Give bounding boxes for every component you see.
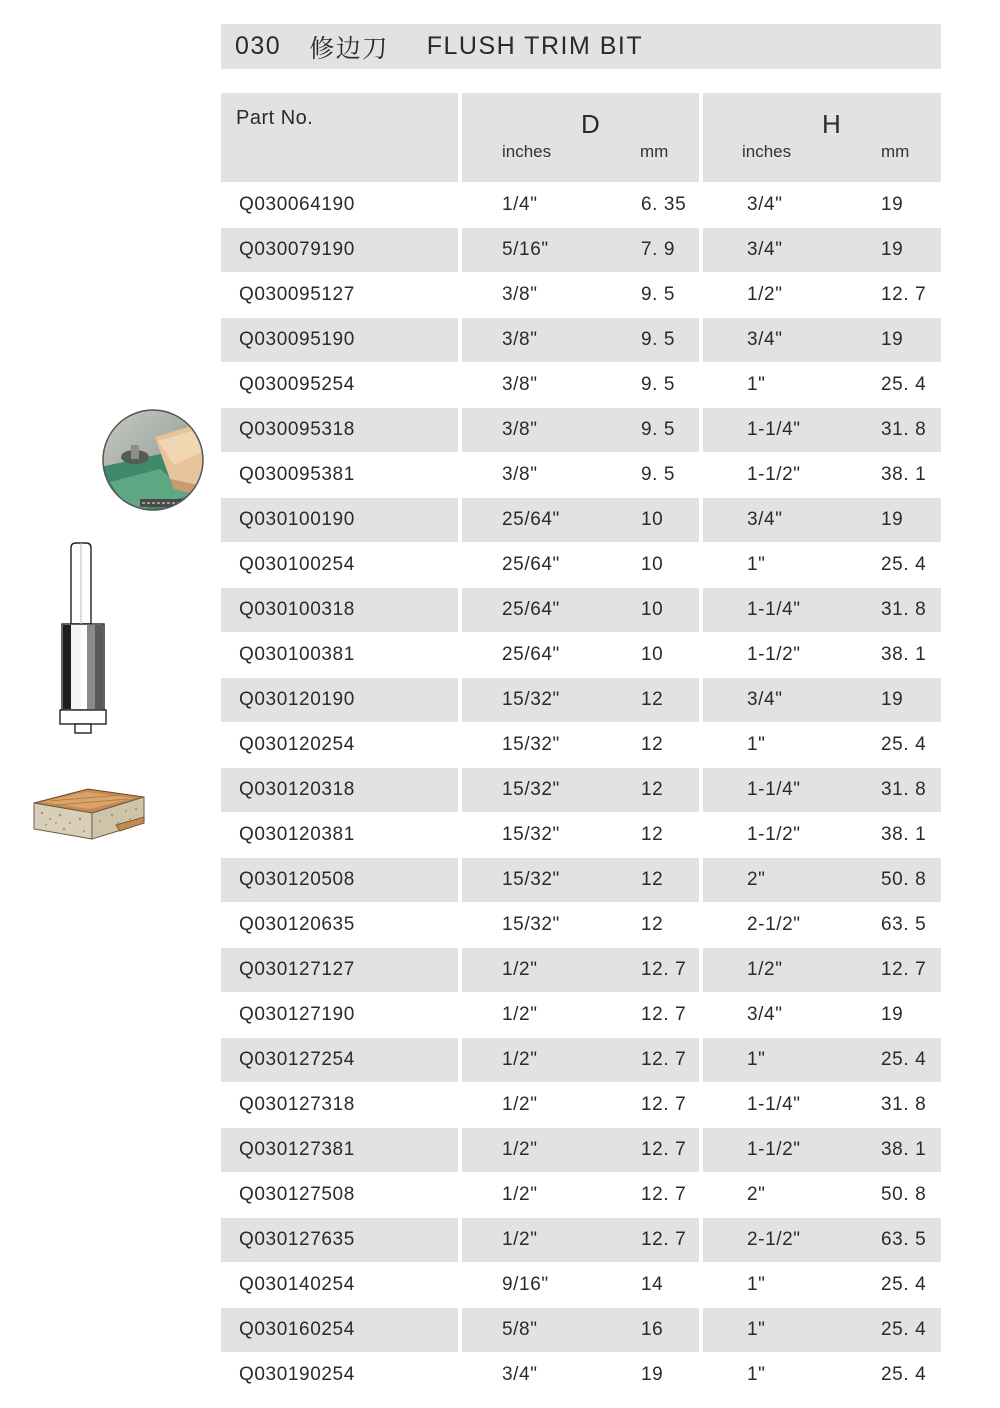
d-mm-value: 7. 9 bbox=[641, 239, 676, 260]
table-row bbox=[221, 633, 941, 677]
h-mm-value: 38. 1 bbox=[881, 644, 927, 665]
part-number: Q030190254 bbox=[239, 1364, 355, 1385]
table-row bbox=[221, 813, 941, 857]
h-mm-value: 12. 7 bbox=[881, 959, 927, 980]
table-row bbox=[221, 858, 941, 902]
d-mm-value: 6. 35 bbox=[641, 194, 687, 215]
part-no-heading: Part No. bbox=[236, 107, 314, 129]
h-inches-value: 3/4" bbox=[747, 194, 783, 215]
d-inches-heading: inches bbox=[502, 142, 552, 161]
h-inches-value: 1" bbox=[747, 374, 766, 395]
h-inches-value: 1-1/4" bbox=[747, 779, 801, 800]
h-mm-value: 31. 8 bbox=[881, 599, 927, 620]
h-mm-value: 25. 4 bbox=[881, 1274, 927, 1295]
d-inches-value: 25/64" bbox=[502, 644, 560, 665]
d-inches-value: 15/32" bbox=[502, 689, 560, 710]
h-inches-value: 2" bbox=[747, 1184, 766, 1205]
h-mm-value: 50. 8 bbox=[881, 869, 927, 890]
h-inches-value: 1-1/2" bbox=[747, 464, 801, 485]
d-cell-bg bbox=[462, 813, 699, 857]
d-cell-bg bbox=[462, 498, 699, 542]
d-inches-value: 1/2" bbox=[502, 1139, 538, 1160]
d-mm-value: 10 bbox=[641, 509, 664, 530]
router-in-use-photo bbox=[100, 407, 206, 513]
h-inches-value: 3/4" bbox=[747, 329, 783, 350]
h-inches-value: 2-1/2" bbox=[747, 914, 801, 935]
part-number: Q030095127 bbox=[239, 284, 355, 305]
part-number: Q030127318 bbox=[239, 1094, 355, 1115]
title-chinese: 修边刀 bbox=[309, 33, 389, 63]
d-mm-value: 12 bbox=[641, 824, 664, 845]
h-mm-value: 63. 5 bbox=[881, 1229, 927, 1250]
d-inches-value: 1/2" bbox=[502, 1229, 538, 1250]
h-inches-value: 1" bbox=[747, 1274, 766, 1295]
header-h bbox=[703, 93, 941, 182]
title-bar bbox=[221, 24, 941, 69]
h-cell-bg bbox=[703, 228, 941, 272]
h-heading: H bbox=[822, 109, 841, 139]
h-mm-value: 19 bbox=[881, 329, 904, 350]
h-inches-value: 2" bbox=[747, 869, 766, 890]
d-inches-value: 1/2" bbox=[502, 959, 538, 980]
d-cell-bg bbox=[462, 1353, 699, 1397]
part-number: Q030100254 bbox=[239, 554, 355, 575]
h-inches-value: 1-1/2" bbox=[747, 644, 801, 665]
part-number: Q030127190 bbox=[239, 1004, 355, 1025]
table-row bbox=[221, 1173, 941, 1217]
d-mm-heading: mm bbox=[640, 142, 669, 161]
h-mm-value: 25. 4 bbox=[881, 1049, 927, 1070]
table-row bbox=[221, 1218, 941, 1262]
part-number: Q030120635 bbox=[239, 914, 355, 935]
part-number: Q030095381 bbox=[239, 464, 355, 485]
h-mm-value: 38. 1 bbox=[881, 464, 927, 485]
part-number: Q030079190 bbox=[239, 239, 355, 260]
d-inches-value: 1/4" bbox=[502, 194, 538, 215]
table-row bbox=[221, 1083, 941, 1127]
h-inches-value: 1/2" bbox=[747, 284, 783, 305]
d-inches-value: 25/64" bbox=[502, 509, 560, 530]
h-mm-value: 25. 4 bbox=[881, 1364, 927, 1385]
d-inches-value: 5/16" bbox=[502, 239, 549, 260]
part-number: Q030095254 bbox=[239, 374, 355, 395]
part-number: Q030095190 bbox=[239, 329, 355, 350]
part-number: Q030127635 bbox=[239, 1229, 355, 1250]
d-mm-value: 10 bbox=[641, 644, 664, 665]
h-inches-value: 1-1/4" bbox=[747, 419, 801, 440]
d-inches-value: 9/16" bbox=[502, 1274, 549, 1295]
part-number: Q030120508 bbox=[239, 869, 355, 890]
d-cell-bg bbox=[462, 768, 699, 812]
h-inches-value: 1" bbox=[747, 734, 766, 755]
d-mm-value: 9. 5 bbox=[641, 464, 676, 485]
h-inches-value: 3/4" bbox=[747, 689, 783, 710]
part-number: Q030095318 bbox=[239, 419, 355, 440]
table-row bbox=[221, 228, 941, 272]
h-inches-value: 3/4" bbox=[747, 239, 783, 260]
d-mm-value: 12. 7 bbox=[641, 1139, 687, 1160]
table-row bbox=[221, 723, 941, 767]
h-cell-bg bbox=[703, 993, 941, 1037]
part-number: Q030100318 bbox=[239, 599, 355, 620]
flush-trim-bit-drawing bbox=[55, 540, 111, 740]
d-heading: D bbox=[581, 109, 600, 139]
table-row bbox=[221, 768, 941, 812]
d-mm-value: 12. 7 bbox=[641, 959, 687, 980]
d-mm-value: 12 bbox=[641, 734, 664, 755]
h-inches-value: 1" bbox=[747, 1364, 766, 1385]
part-number: Q030127254 bbox=[239, 1049, 355, 1070]
d-mm-value: 12. 7 bbox=[641, 1229, 687, 1250]
d-mm-value: 9. 5 bbox=[641, 284, 676, 305]
table-row bbox=[221, 1308, 941, 1352]
table-row bbox=[221, 453, 941, 497]
part-number: Q030120254 bbox=[239, 734, 355, 755]
h-mm-value: 19 bbox=[881, 509, 904, 530]
d-inches-value: 3/8" bbox=[502, 374, 538, 395]
part-number: Q030120318 bbox=[239, 779, 355, 800]
laminated-board-drawing bbox=[30, 785, 148, 843]
table-row bbox=[221, 273, 941, 317]
d-inches-value: 15/32" bbox=[502, 869, 560, 890]
part-number: Q030127127 bbox=[239, 959, 355, 980]
d-inches-value: 5/8" bbox=[502, 1319, 538, 1340]
table-row bbox=[221, 363, 941, 407]
h-inches-value: 1/2" bbox=[747, 959, 783, 980]
d-mm-value: 12 bbox=[641, 779, 664, 800]
part-number: Q030064190 bbox=[239, 194, 355, 215]
d-inches-value: 3/8" bbox=[502, 284, 538, 305]
table-row bbox=[221, 1128, 941, 1172]
series-code: 030 bbox=[235, 32, 282, 60]
d-inches-value: 15/32" bbox=[502, 734, 560, 755]
d-mm-value: 10 bbox=[641, 554, 664, 575]
table-row bbox=[221, 1353, 941, 1397]
d-inches-value: 1/2" bbox=[502, 1094, 538, 1115]
h-inches-value: 1-1/2" bbox=[747, 1139, 801, 1160]
h-mm-value: 50. 8 bbox=[881, 1184, 927, 1205]
h-inches-value: 2-1/2" bbox=[747, 1229, 801, 1250]
h-inches-value: 1-1/4" bbox=[747, 599, 801, 620]
h-mm-value: 25. 4 bbox=[881, 554, 927, 575]
h-mm-value: 31. 8 bbox=[881, 1094, 927, 1115]
table-row bbox=[221, 903, 941, 947]
d-mm-value: 9. 5 bbox=[641, 419, 676, 440]
h-inches-value: 1" bbox=[747, 554, 766, 575]
table-row bbox=[221, 1038, 941, 1082]
part-number: Q030120190 bbox=[239, 689, 355, 710]
h-inches-value: 1-1/2" bbox=[747, 824, 801, 845]
d-mm-value: 9. 5 bbox=[641, 329, 676, 350]
h-mm-value: 38. 1 bbox=[881, 1139, 927, 1160]
h-inches-value: 1" bbox=[747, 1049, 766, 1070]
d-cell-bg bbox=[462, 543, 699, 587]
d-mm-value: 14 bbox=[641, 1274, 664, 1295]
d-mm-value: 12. 7 bbox=[641, 1094, 687, 1115]
h-mm-value: 19 bbox=[881, 1004, 904, 1025]
part-number: Q030127381 bbox=[239, 1139, 355, 1160]
table-row bbox=[221, 678, 941, 722]
d-mm-value: 10 bbox=[641, 599, 664, 620]
h-mm-value: 63. 5 bbox=[881, 914, 927, 935]
h-mm-heading: mm bbox=[881, 142, 910, 161]
part-number: Q030140254 bbox=[239, 1274, 355, 1295]
table-row bbox=[221, 318, 941, 362]
h-mm-value: 19 bbox=[881, 689, 904, 710]
d-inches-value: 25/64" bbox=[502, 554, 560, 575]
part-number: Q030127508 bbox=[239, 1184, 355, 1205]
h-mm-value: 19 bbox=[881, 194, 904, 215]
h-mm-value: 25. 4 bbox=[881, 374, 927, 395]
part-number: Q030100381 bbox=[239, 644, 355, 665]
header-part-no bbox=[221, 93, 458, 182]
d-cell-bg bbox=[462, 858, 699, 902]
h-inches-value: 3/4" bbox=[747, 1004, 783, 1025]
d-mm-value: 12. 7 bbox=[641, 1184, 687, 1205]
d-inches-value: 1/2" bbox=[502, 1004, 538, 1025]
d-cell-bg bbox=[462, 633, 699, 677]
table-row bbox=[221, 543, 941, 587]
h-mm-value: 12. 7 bbox=[881, 284, 927, 305]
d-mm-value: 12 bbox=[641, 914, 664, 935]
d-inches-value: 15/32" bbox=[502, 824, 560, 845]
part-number: Q030160254 bbox=[239, 1319, 355, 1340]
h-inches-value: 1-1/4" bbox=[747, 1094, 801, 1115]
h-mm-value: 31. 8 bbox=[881, 419, 927, 440]
title-english: FLUSH TRIM BIT bbox=[426, 32, 644, 60]
d-cell-bg bbox=[462, 588, 699, 632]
d-inches-value: 15/32" bbox=[502, 914, 560, 935]
d-mm-value: 12 bbox=[641, 689, 664, 710]
d-cell-bg bbox=[462, 678, 699, 722]
h-cell-bg bbox=[703, 183, 941, 227]
h-inches-heading: inches bbox=[742, 142, 792, 161]
d-inches-value: 3/8" bbox=[502, 329, 538, 350]
d-cell-bg bbox=[462, 903, 699, 947]
d-cell-bg bbox=[462, 723, 699, 767]
d-inches-value: 3/8" bbox=[502, 419, 538, 440]
table-row bbox=[221, 183, 941, 227]
d-mm-value: 9. 5 bbox=[641, 374, 676, 395]
d-cell-bg bbox=[462, 1263, 699, 1307]
d-inches-value: 3/4" bbox=[502, 1364, 538, 1385]
d-mm-value: 16 bbox=[641, 1319, 664, 1340]
h-cell-bg bbox=[703, 498, 941, 542]
table-row bbox=[221, 588, 941, 632]
table-row bbox=[221, 1263, 941, 1307]
table-row bbox=[221, 948, 941, 992]
table-row bbox=[221, 498, 941, 542]
part-number: Q030120381 bbox=[239, 824, 355, 845]
d-mm-value: 19 bbox=[641, 1364, 664, 1385]
d-mm-value: 12 bbox=[641, 869, 664, 890]
h-mm-value: 25. 4 bbox=[881, 734, 927, 755]
h-cell-bg bbox=[703, 678, 941, 722]
h-cell-bg bbox=[703, 318, 941, 362]
h-mm-value: 19 bbox=[881, 239, 904, 260]
h-mm-value: 31. 8 bbox=[881, 779, 927, 800]
d-inches-value: 15/32" bbox=[502, 779, 560, 800]
d-inches-value: 3/8" bbox=[502, 464, 538, 485]
table-row bbox=[221, 408, 941, 452]
h-mm-value: 38. 1 bbox=[881, 824, 927, 845]
h-inches-value: 1" bbox=[747, 1319, 766, 1340]
h-mm-value: 25. 4 bbox=[881, 1319, 927, 1340]
d-inches-value: 1/2" bbox=[502, 1049, 538, 1070]
d-inches-value: 1/2" bbox=[502, 1184, 538, 1205]
table-row bbox=[221, 993, 941, 1037]
d-cell-bg bbox=[462, 1308, 699, 1352]
h-inches-value: 3/4" bbox=[747, 509, 783, 530]
d-mm-value: 12. 7 bbox=[641, 1004, 687, 1025]
header-d bbox=[462, 93, 699, 182]
d-mm-value: 12. 7 bbox=[641, 1049, 687, 1070]
part-number: Q030100190 bbox=[239, 509, 355, 530]
d-inches-value: 25/64" bbox=[502, 599, 560, 620]
